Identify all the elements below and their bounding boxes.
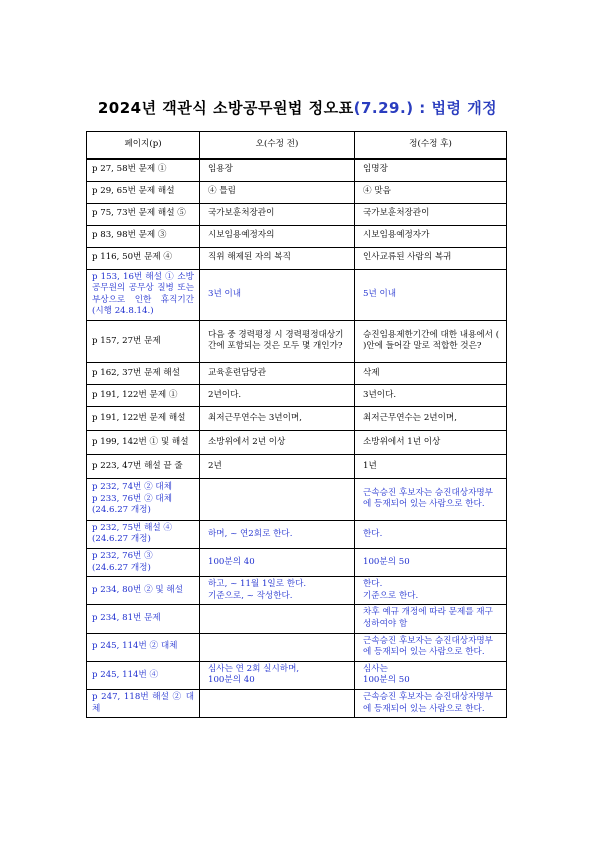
table-row [87,203,507,225]
cell-before: 최저근무연수는 3년이며, [200,406,355,430]
cell-after: 시보임용예정자가 [355,225,507,247]
cell-page: p 247, 118번 해설 ② 대체 [87,690,200,718]
table-row [87,406,507,430]
cell-after: 근속승진 후보자는 승진대상자명부에 등재되어 있는 사람으로 한다. [355,478,507,520]
cell-after: 근속승진 후보자는 승진대상자명부에 등재되어 있는 사람으로 한다. [355,690,507,718]
cell-after: 삭제 [355,362,507,384]
table-row [87,520,507,548]
cell-before: 다음 중 경력평정 시 경력평정대상기간에 포함되는 것은 모두 몇 개인가? [200,320,355,362]
table-row [87,159,507,181]
table-row [87,225,507,247]
cell-after: 3년이다. [355,384,507,406]
cell-page: p 199, 142번 ① 및 해설 [87,430,200,454]
cell-after: 국가보훈처장관이 [355,203,507,225]
cell-before: 심사는 연 2회 실시하며, 100분의 40 [200,661,355,689]
cell-page: p 232, 76번 ③ (24.6.27 개정) [87,549,200,577]
page-title [0,97,595,118]
cell-page: p 234, 80번 ② 및 해설 [87,577,200,605]
cell-before: 임용장 [200,159,355,181]
table-row [87,661,507,689]
cell-after: 심사는 100분의 50 [355,661,507,689]
cell-before: 교육훈련담당관 [200,362,355,384]
cell-after: 차후 예규 개정에 따라 문제를 재구성하여야 함 [355,605,507,633]
cell-before: 소방위에서 2년 이상 [200,430,355,454]
cell-page: p 191, 122번 문제 ① [87,384,200,406]
cell-before: 2년이다. [200,384,355,406]
table-row [87,247,507,269]
cell-after: 인사교류된 사람의 복귀 [355,247,507,269]
cell-page: p 116, 50번 문제 ④ [87,247,200,269]
header-after: 정(수정 후) [355,132,507,160]
cell-after: 5년 이내 [355,269,507,320]
cell-before: 시보임용예정자의 [200,225,355,247]
cell-page: p 232, 75번 해설 ④ (24.6.27 개정) [87,520,200,548]
table-row [87,690,507,718]
cell-page: p 191, 122번 문제 해설 [87,406,200,430]
cell-after: 임명장 [355,159,507,181]
cell-after: 100분의 50 [355,549,507,577]
cell-after: 근속승진 후보자는 승진대상자명부에 등재되어 있는 사람으로 한다. [355,633,507,661]
cell-page: p 245, 114번 ④ [87,661,200,689]
cell-before [200,690,355,718]
cell-after: 한다. [355,520,507,548]
table-row [87,577,507,605]
cell-page: p 83, 98번 문제 ③ [87,225,200,247]
cell-after: 1년 [355,454,507,478]
table-row [87,320,507,362]
table-row [87,269,507,320]
cell-page: p 245, 114번 ② 대체 [87,633,200,661]
table-row [87,430,507,454]
cell-before [200,478,355,520]
cell-after: 한다. 기준으로 한다. [355,577,507,605]
cell-after: 승진임용제한기간에 대한 내용에서 ( )안에 들어갈 말로 적합한 것은? [355,320,507,362]
cell-before: 2년 [200,454,355,478]
title-prefix: 2024년 객관식 소방공무원법 정오표 [97,99,354,117]
table-row [87,181,507,203]
cell-before [200,633,355,661]
cell-page: p 234, 81번 문제 [87,605,200,633]
table-row [87,633,507,661]
table-row [87,454,507,478]
table-row [87,605,507,633]
header-page: 페이지(p) [87,132,200,160]
cell-page: p 29, 65번 문제 해설 [87,181,200,203]
cell-page: p 162, 37번 문제 해설 [87,362,200,384]
cell-after: ④ 맞음 [355,181,507,203]
cell-page: p 157, 27번 문제 [87,320,200,362]
cell-before: 직위 해제된 자의 복직 [200,247,355,269]
cell-page: p 153, 16번 해설 ① 소방공무원의 공무상 질병 또는 부상으로 인한 휴직기간 (시행 24.8.14.) [87,269,200,320]
cell-page: p 75, 73번 문제 해설 ⑤ [87,203,200,225]
cell-before: 하며, ~ 연2회로 한다. [200,520,355,548]
cell-page: p 232, 74번 ② 대체 p 233, 76번 ② 대체 (24.6.27 개정) [87,478,200,520]
cell-before: 하고, ~ 11월 1일로 한다. 기준으로, ~ 작성한다. [200,577,355,605]
cell-after: 최저근무연수는 2년이며, [355,406,507,430]
cell-before: 3년 이내 [200,269,355,320]
cell-before: 국가보훈처장관이 [200,203,355,225]
cell-before: ④ 틀림 [200,181,355,203]
table-row [87,549,507,577]
cell-page: p 27, 58번 문제 ① [87,159,200,181]
errata-table [86,131,507,718]
cell-before: 100분의 40 [200,549,355,577]
table-row [87,478,507,520]
title-suffix: (7.29.) : 법령 개정 [353,99,498,117]
table-row [87,384,507,406]
header-before: 오(수정 전) [200,132,355,160]
cell-page: p 223, 47번 해설 끝 줄 [87,454,200,478]
table-row [87,362,507,384]
cell-before [200,605,355,633]
table-header-row [87,132,507,160]
cell-after: 소방위에서 1년 이상 [355,430,507,454]
